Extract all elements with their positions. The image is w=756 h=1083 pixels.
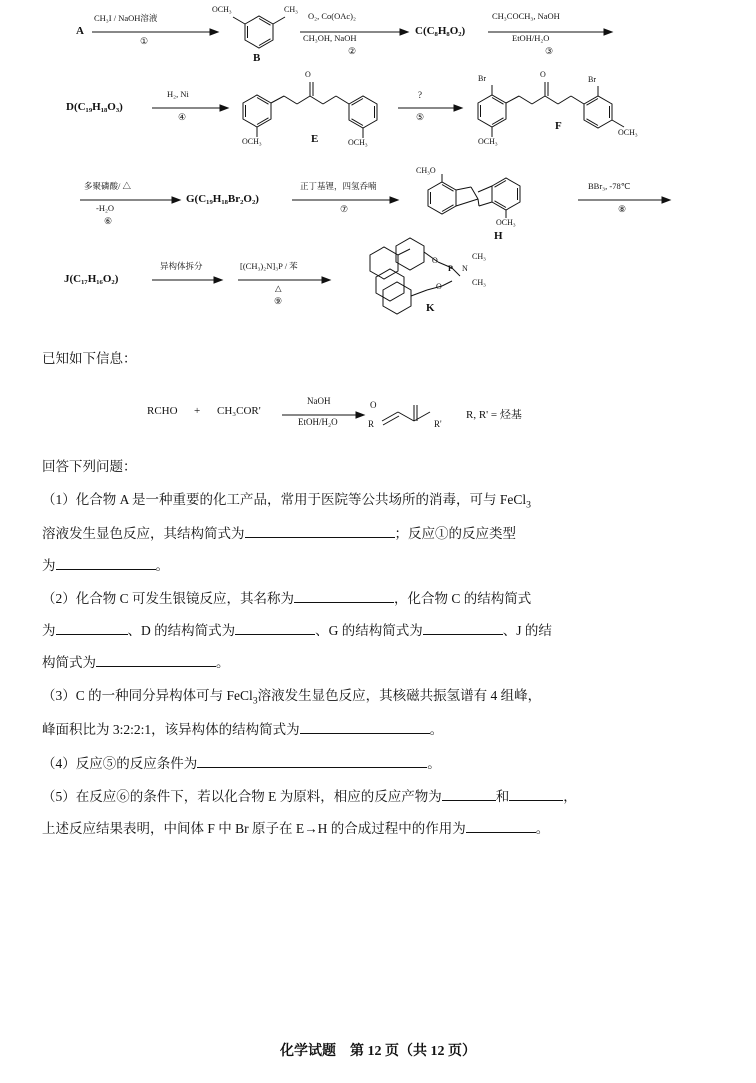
- q2-blank-1[interactable]: [294, 589, 394, 604]
- scheme-cond-2-bottom: CH₃OH, NaOH: [303, 33, 357, 43]
- known-cond-bottom: EtOH/H₂O: [298, 416, 338, 427]
- scheme-cond-1-num: ①: [140, 36, 149, 46]
- q1-text-3: ；反应①的反应类型: [394, 525, 516, 541]
- scheme-cond-5-num: ⑤: [416, 112, 425, 122]
- scheme-label-c: C(C₈H₈O₂): [415, 25, 466, 37]
- q1-text-5: 。: [155, 557, 169, 573]
- scheme-cond-6-num: ⑥: [104, 216, 113, 226]
- scheme-h-och3-bottom: OCH₃: [496, 218, 516, 227]
- scheme-cond-6-bottom: -H₂O: [96, 203, 115, 213]
- known-product-rp: R': [434, 418, 442, 429]
- scheme-label-k: K: [426, 302, 435, 314]
- scheme-cond-2-num: ②: [348, 46, 357, 56]
- scheme-cond-9-top: [(CH₃)₂N]₃P / 苯: [240, 261, 298, 271]
- scheme-cond-5-top: ?: [418, 90, 422, 100]
- scheme-b-ch3: CH₃: [284, 5, 298, 14]
- known-cond-top: NaOH: [307, 395, 331, 406]
- known-product-r: R: [368, 418, 375, 429]
- scheme-cond-iso: 异构体拆分: [160, 261, 203, 271]
- scheme-f-br-left: Br: [478, 74, 486, 83]
- scheme-k-o-top: O: [432, 256, 438, 265]
- q1-text-4: 为: [42, 557, 56, 573]
- page-footer: 化学试题 第 12 页（共 12 页）: [280, 1044, 476, 1059]
- q3-text-4: 。: [429, 721, 444, 737]
- q5-text-2: 和: [495, 789, 510, 805]
- scheme-k-o-bottom: O: [436, 282, 442, 291]
- q1-blank-1[interactable]: [245, 523, 395, 538]
- scheme-e-carbonyl-o: O: [305, 70, 311, 79]
- known-plus-sign: +: [194, 404, 201, 417]
- q5-text-4: 上述反应结果表明，中间体 F 中 Br 原子在 E→H 的合成过程中的作用为: [42, 820, 466, 836]
- q2-text-1: （2）化合物 C 可发生银镜反应，其名称为: [42, 591, 295, 607]
- scheme-k-n: N: [462, 264, 468, 273]
- scheme-cond-4-top: H₂, Ni: [167, 89, 189, 99]
- scheme-k-ch3-bottom: CH₃: [472, 278, 486, 287]
- q3-text-2: 溶液发生显色反应，其核磁共振氢谱有 4 组峰，: [257, 688, 542, 704]
- q2-text-3: 为: [42, 622, 56, 638]
- scheme-cond-4-num: ④: [178, 112, 187, 122]
- scheme-cond-9-mid: △: [275, 283, 282, 293]
- q5-text-1: （5）在反应⑥的条件下，若以化合物 E 为原料，相应的反应产物为: [42, 789, 442, 805]
- q2-text-4: 、D 的结构简式为: [127, 622, 236, 638]
- q2-text-8: 。: [216, 654, 230, 670]
- q2-text-2: ，化合物 C 的结构简式: [394, 591, 532, 607]
- scheme-k-ch3-top: CH₃: [472, 252, 486, 261]
- scheme-cond-3-bottom: EtOH/H₂O: [512, 33, 550, 43]
- scheme-f-och3-right: OCH₃: [618, 128, 638, 137]
- q2-text-5: 、G 的结构简式为: [315, 622, 423, 638]
- q2-blank-2[interactable]: [56, 620, 128, 635]
- scheme-label-e: E: [311, 133, 319, 145]
- scheme-e-och3-left: OCH₃: [242, 137, 262, 146]
- q2-text-7: 构简式为: [42, 654, 96, 670]
- q2-blank-5[interactable]: [96, 652, 216, 667]
- q3-sub-1: 3: [252, 696, 258, 707]
- scheme-label-a: A: [76, 25, 84, 37]
- question-4: [42, 750, 722, 778]
- scheme-cond-6-top: 多聚磷酸/ △: [84, 181, 131, 191]
- scheme-cond-2-top: O₂, Co(OAc)₂: [308, 11, 356, 21]
- question-1: [42, 486, 722, 579]
- q2-text-6: 、J 的结: [502, 622, 552, 638]
- scheme-cond-1-top: CH₃I / NaOH溶液: [94, 13, 158, 23]
- scheme-cond-8-num: ⑧: [618, 204, 627, 214]
- scheme-cond-7-num: ⑦: [340, 204, 349, 214]
- scheme-h-och3-top: CH₃O: [416, 166, 436, 175]
- q3-text-1: （3）C 的一种同分异构体可与 FeCl: [42, 688, 253, 704]
- scheme-cond-3-num: ③: [545, 46, 554, 56]
- scheme-cond-7-top: 正丁基锂，四氢呑喃: [300, 181, 377, 191]
- scheme-label-b: B: [253, 52, 261, 64]
- q2-blank-4[interactable]: [423, 620, 503, 635]
- scheme-label-j: J(C₁₇H₁₆O₂): [64, 273, 119, 285]
- scheme-f-br-right: Br: [588, 75, 596, 84]
- q3-text-3: 峰面积比为 3:2:2:1，该异构体的结构简式为: [42, 721, 300, 737]
- q4-text-1: （4）反应⑤的反应条件为: [42, 755, 198, 771]
- q1-text-2: 溶液发生显色反应，其结构简式为: [42, 525, 245, 541]
- scheme-k-p: P: [448, 264, 453, 273]
- scheme-e-och3-right: OCH₃: [348, 138, 368, 147]
- scheme-cond-3-top: CH₃COCH₃, NaOH: [492, 11, 560, 21]
- known-carbonyl-o: O: [370, 399, 377, 410]
- q2-blank-3[interactable]: [235, 620, 315, 635]
- scheme-label-f: F: [555, 120, 562, 132]
- q5-blank-2[interactable]: [509, 787, 563, 802]
- q5-text-3: ，: [563, 789, 577, 805]
- scheme-f-carbonyl-o: O: [540, 70, 546, 79]
- q5-text-5: 。: [535, 820, 550, 836]
- q5-blank-3[interactable]: [466, 818, 536, 833]
- scheme-b-och3: OCH₃: [212, 5, 232, 14]
- scheme-label-g: G(C₁₉H₁₈Br₂O₂): [186, 193, 259, 205]
- scheme-f-och3-left: OCH₃: [478, 137, 498, 146]
- known-info-heading: 已知如下信息：: [42, 351, 137, 366]
- q4-text-2: 。: [427, 755, 441, 771]
- q1-sub-1: 3: [526, 500, 531, 512]
- question-3: [42, 682, 722, 743]
- q1-text-1: （1）化合物 A 是一种重要的化工产品，常用于医院等公共场所的消毒，可与 FeCl: [42, 492, 527, 508]
- known-reactant-1: RCHO: [147, 404, 178, 417]
- scheme-label-h: H: [494, 230, 503, 242]
- q4-blank-1[interactable]: [197, 753, 427, 768]
- scheme-cond-9-num: ⑨: [274, 296, 283, 306]
- scheme-cond-8-top: BBr₃, -78℃: [588, 181, 631, 191]
- q1-blank-2[interactable]: [56, 555, 156, 570]
- questions-heading: 回答下列问题：: [42, 458, 137, 474]
- q5-blank-1[interactable]: [442, 787, 496, 802]
- known-info-equation: [42, 383, 722, 445]
- question-body: [42, 345, 722, 847]
- q3-blank-1[interactable]: [300, 719, 430, 734]
- known-note: R, R' = 烃基: [466, 408, 522, 421]
- known-reactant-2: CH₃COR': [217, 404, 261, 417]
- reaction-scheme: [0, 0, 756, 330]
- question-2: [42, 585, 722, 676]
- scheme-label-d: D(C₁₉H₁₈O₃): [66, 101, 123, 113]
- question-5: [42, 783, 722, 842]
